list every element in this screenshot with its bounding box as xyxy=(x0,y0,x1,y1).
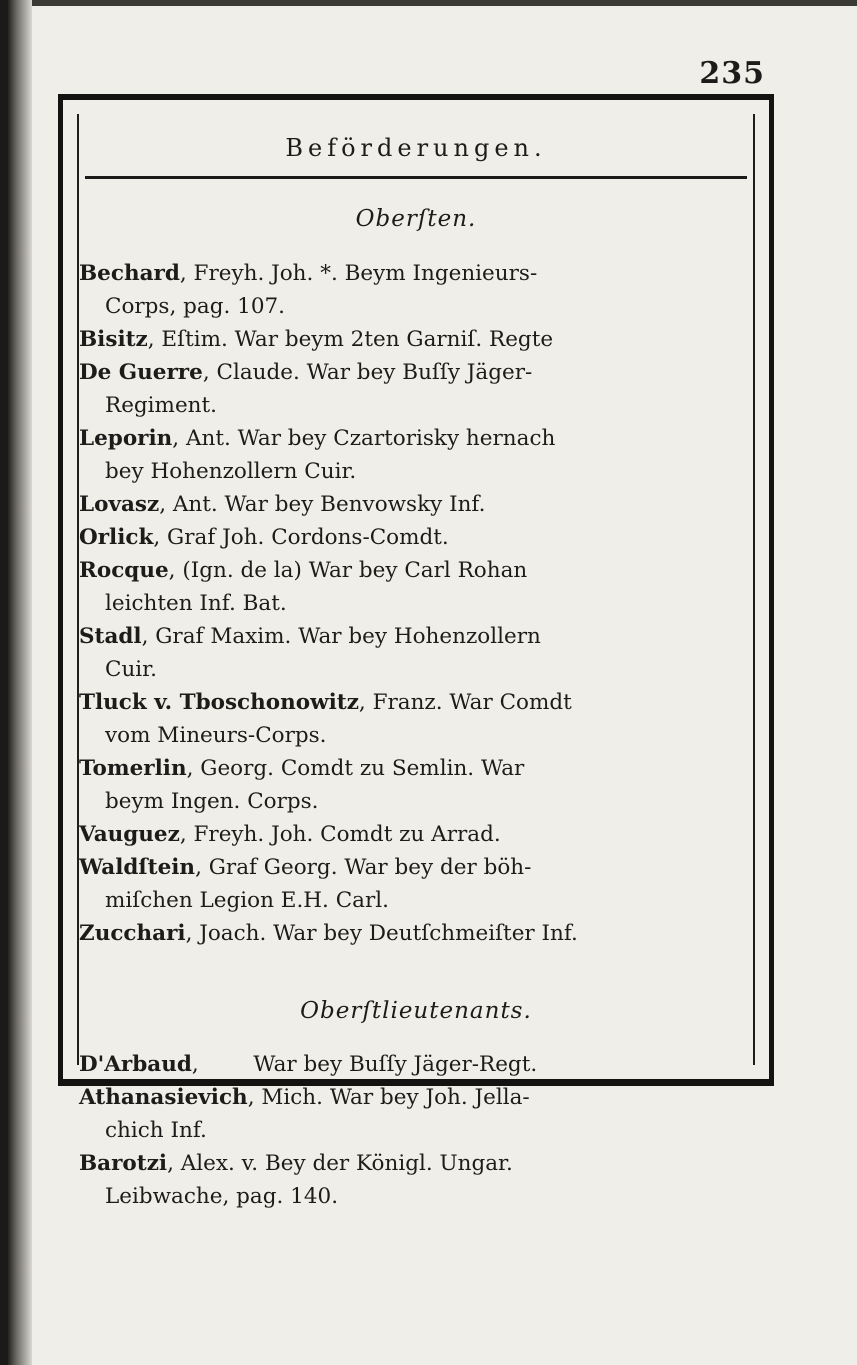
section-heading-oberften: Oberſten. xyxy=(355,206,477,232)
book-page xyxy=(8,0,857,1365)
entry-bisitz xyxy=(79,323,747,356)
entry-de-guerre xyxy=(79,356,747,422)
entry-name: Athanasievich xyxy=(79,1085,248,1110)
entry-continuation: vom Mineurs-Corps. xyxy=(105,723,327,748)
entry-continuation: miſchen Legion E.H. Carl. xyxy=(105,888,389,913)
entry-name: Orlick xyxy=(79,525,154,550)
entry-text: , (Ign. de la) War bey Carl Rohan xyxy=(168,558,528,583)
entry-name: D'Arbaud xyxy=(79,1052,192,1077)
entry-waldstein xyxy=(79,851,747,917)
entry-text: , Freyh. Joh. *. Beym Ingenieurs- xyxy=(179,261,538,286)
entry-name: Leporin xyxy=(79,426,173,451)
entry-name: Rocque xyxy=(79,558,169,583)
entry-athanasievich xyxy=(79,1081,747,1147)
entry-vauguez xyxy=(79,818,747,851)
entry-barotzi xyxy=(79,1147,747,1213)
entry-rocque xyxy=(79,554,747,620)
entry-zucchari xyxy=(79,917,747,950)
entry-name: Lovasz xyxy=(79,492,160,517)
page-number: 235 xyxy=(699,56,765,91)
entry-text: , Eſtim. War beym 2ten Garniſ. Regte xyxy=(147,327,554,352)
entry-name: Bisitz xyxy=(79,327,148,352)
section-heading-oberftlieutenants: Oberſtlieutenants. xyxy=(300,998,532,1024)
entry-continuation: bey Hohenzollern Cuir. xyxy=(105,459,357,484)
entry-name: Zucchari xyxy=(79,921,186,946)
entry-text: , Claude. War bey Buſſy Jäger- xyxy=(202,360,533,385)
entry-name: Barotzi xyxy=(79,1151,168,1176)
text-frame xyxy=(58,94,774,1209)
entry-continuation: leichten Inf. Bat. xyxy=(105,591,287,616)
entry-text: , Mich. War bey Joh. Jella- xyxy=(247,1085,530,1110)
entry-text: , Graf Maxim. War bey Hohenzollern xyxy=(141,624,541,649)
entry-continuation: chich Inf. xyxy=(105,1118,207,1143)
entry-text: , Alex. v. Bey der Königl. Ungar. xyxy=(167,1151,513,1176)
entry-continuation: beym Ingen. Corps. xyxy=(105,789,319,814)
entry-name: Waldſtein xyxy=(79,855,196,880)
entry-name: Bechard xyxy=(79,261,180,286)
page-top-edge xyxy=(32,0,857,6)
entry-name: Vauguez xyxy=(79,822,180,847)
entry-text: , Franz. War Comdt xyxy=(358,690,572,715)
entry-text: , Ant. War bey Czartorisky hernach xyxy=(172,426,556,451)
entry-name: Tluck v. Tboschonowitz xyxy=(79,690,359,715)
entry-tluck xyxy=(79,686,747,752)
entry-text: , Graf Joh. Cordons-Comdt. xyxy=(153,525,449,550)
entry-text: , Georg. Comdt zu Semlin. War xyxy=(186,756,525,781)
entry-continuation: Cuir. xyxy=(105,657,157,682)
entry-continuation: Regiment. xyxy=(105,393,217,418)
entry-name: Tomerlin xyxy=(79,756,187,781)
entry-darbaud xyxy=(79,1048,747,1081)
header-rule xyxy=(85,176,747,179)
entry-text: , Freyh. Joh. Comdt zu Arrad. xyxy=(179,822,501,847)
entry-text: , Graf Georg. War bey der böh- xyxy=(195,855,532,880)
spine-shadow xyxy=(8,0,32,1365)
entry-text: , Joach. War bey Deutſchmeiſter Inf. xyxy=(185,921,578,946)
entry-name: Stadl xyxy=(79,624,142,649)
entry-name: De Guerre xyxy=(79,360,203,385)
inner-frame xyxy=(77,114,755,1209)
entry-lovasz xyxy=(79,488,747,521)
entry-leporin xyxy=(79,422,747,488)
entry-orlick xyxy=(79,521,747,554)
entry-bechard xyxy=(79,257,747,323)
entry-continuation: Leibwache, pag. 140. xyxy=(105,1184,339,1209)
entry-continuation: Corps, pag. 107. xyxy=(105,294,286,319)
entry-text: , War bey Buſſy Jäger-Regt. xyxy=(191,1052,538,1077)
page-title: Beförderungen. xyxy=(285,134,547,162)
entry-text: , Ant. War bey Benvowsky Inf. xyxy=(159,492,486,517)
entry-tomerlin xyxy=(79,752,747,818)
entry-stadl xyxy=(79,620,747,686)
